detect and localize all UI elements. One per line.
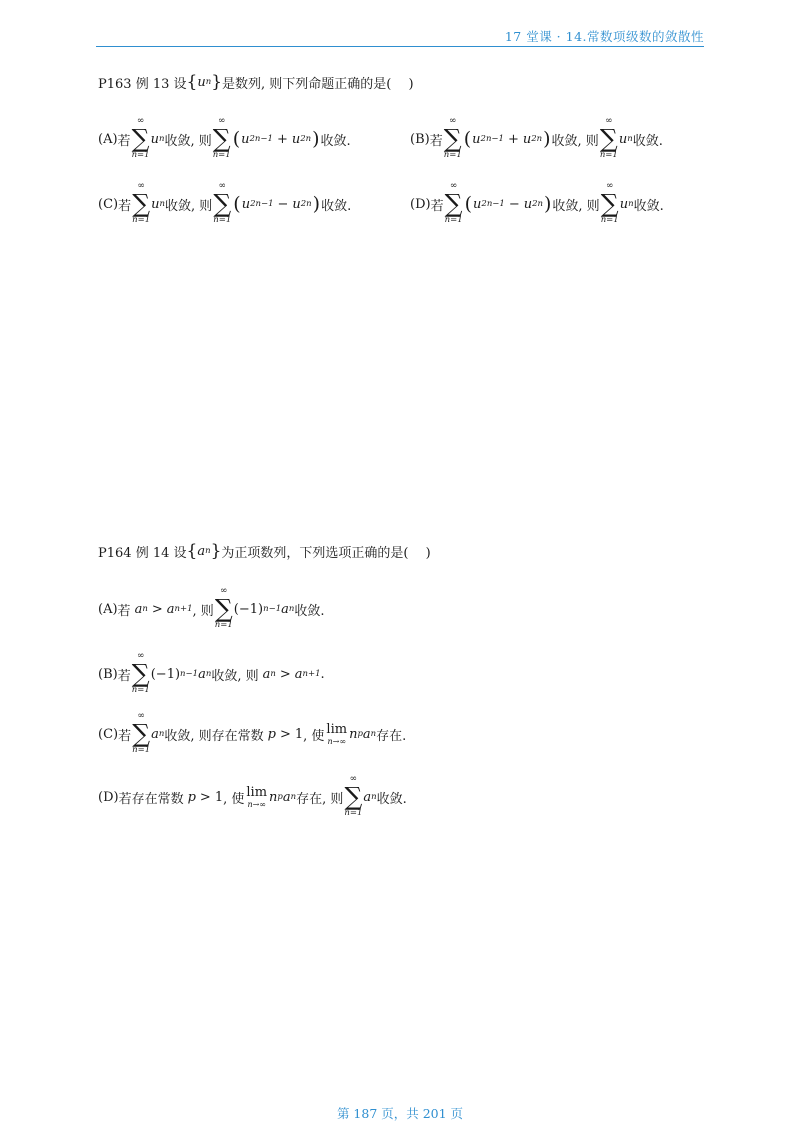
option-text: 若存在常数 (118, 791, 184, 807)
example-13-option-d: (D) 若 ∞ ∑ n=1 ( u 2n−1 − u 2n ) 收敛, 则 ∞ ∑ n=1 u n 收敛. (410, 181, 664, 225)
page-footer: 第 187 页，共 201 页 (336, 1106, 464, 1121)
option-label: (D) (98, 789, 119, 805)
option-label: (A) (98, 601, 118, 617)
option-label: (B) (98, 666, 118, 682)
sum-symbol: ∞ ∑ n=1 (600, 181, 619, 225)
option-text: 存在, 则 (296, 791, 344, 807)
var-sub: n (205, 77, 212, 87)
sum-symbol: ∞ ∑ n=1 (344, 774, 363, 818)
option-label: (C) (98, 196, 119, 212)
option-text: 若 (118, 728, 132, 744)
sum-symbol: ∞ ∑ n=1 (443, 116, 462, 160)
example-13-option-a: (A) 若 ∞ ∑ n=1 u n 收敛, 则 ∞ ∑ n=1 ( u 2n−1 + u 2n ) 收敛. (98, 116, 351, 160)
brace: { (186, 72, 198, 92)
option-label: (A) (98, 131, 118, 147)
option-text: 若 (429, 133, 443, 149)
option-text: 收敛. (320, 133, 351, 149)
var: u (197, 74, 206, 90)
page-header-title: 17 堂课 · 14.常数项级数的敛散性 (504, 29, 704, 44)
header-rule (96, 46, 704, 47)
option-text: 若 (117, 668, 131, 684)
example-14-option-d: (D) 若存在常数 p > 1 , 使 lim n→∞ n p a n 存在, 则 ∞ ∑ n=1 a n 收敛. (98, 774, 407, 818)
option-text: 收敛. (376, 791, 407, 807)
limit-symbol: lim n→∞ (246, 784, 268, 809)
example-13-option-b: (B) 若 ∞ ∑ n=1 ( u 2n−1 + u 2n ) 收敛, 则 ∞ ∑ n=1 u n 收敛. (410, 116, 663, 160)
option-text: 收敛, 则 (164, 133, 212, 149)
sum-symbol: ∞ ∑ n=1 (132, 181, 151, 225)
option-text: 收敛, 则 (211, 668, 259, 684)
option-text: 收敛. (632, 133, 663, 149)
option-text: 收敛. (633, 198, 664, 214)
option-text: 若 (430, 198, 444, 214)
sum-symbol: ∞ ∑ n=1 (131, 116, 150, 160)
example-13-title (98, 72, 414, 92)
brace: } (211, 72, 223, 92)
option-text: 收敛. (294, 603, 325, 619)
option-text: 收敛. (321, 198, 352, 214)
example-14-suffix: 为正项数列，下列选项正确的是( ) (221, 545, 431, 561)
sum-symbol: ∞ ∑ n=1 (212, 116, 231, 160)
option-text: 收敛, 则存在常数 (164, 728, 264, 744)
sum-symbol: ∞ ∑ n=1 (132, 711, 151, 755)
limit-symbol: lim n→∞ (326, 721, 348, 746)
option-text: 收敛, 则 (164, 198, 213, 214)
sum-symbol: ∞ ∑ n=1 (444, 181, 463, 225)
option-text: 若 (117, 603, 131, 619)
sum-symbol: ∞ ∑ n=1 (131, 651, 150, 695)
option-text: , 则 (192, 603, 214, 619)
option-text: 存在. (376, 728, 407, 744)
example-14-title: P164 例 14 设 { a n } 为正项数列，下列选项正确的是( ) (98, 541, 431, 561)
option-text: , 使 (303, 728, 325, 744)
option-text: 收敛, 则 (551, 133, 599, 149)
sum-symbol: ∞ ∑ n=1 (214, 586, 233, 630)
option-text: 若 (117, 133, 131, 149)
option-label: (C) (98, 726, 119, 742)
option-text: , 使 (223, 791, 245, 807)
example-13-suffix: 是数列, 则下列命题正确的是( ) (222, 76, 414, 92)
option-label: (D) (410, 196, 431, 212)
example-13-option-c: (C) 若 ∞ ∑ n=1 u n 收敛, 则 ∞ ∑ n=1 ( u 2n−1 − u 2n ) 收敛. (98, 181, 352, 225)
option-text: 收敛, 则 (552, 198, 600, 214)
example-14-option-c: (C) 若 ∞ ∑ n=1 a n 收敛, 则存在常数 p > 1 , 使 lim n→∞ n p a n 存在. (98, 711, 407, 755)
option-text: 若 (118, 198, 132, 214)
var: u (150, 131, 159, 147)
example-14-option-a: (A) 若 a n > a n+1 , 则 ∞ ∑ n=1 (−1) n−1 a n 收敛. (98, 586, 325, 630)
example-14-prefix: P164 例 14 设 (98, 545, 187, 561)
example-13-prefix: P163 例 13 设 (98, 76, 187, 92)
example-14-option-b: (B) 若 ∞ ∑ n=1 (−1) n−1 a n 收敛, 则 a n > a n+1 . (98, 651, 325, 695)
sum-symbol: ∞ ∑ n=1 (213, 181, 232, 225)
sum-symbol: ∞ ∑ n=1 (599, 116, 618, 160)
option-label: (B) (410, 131, 430, 147)
